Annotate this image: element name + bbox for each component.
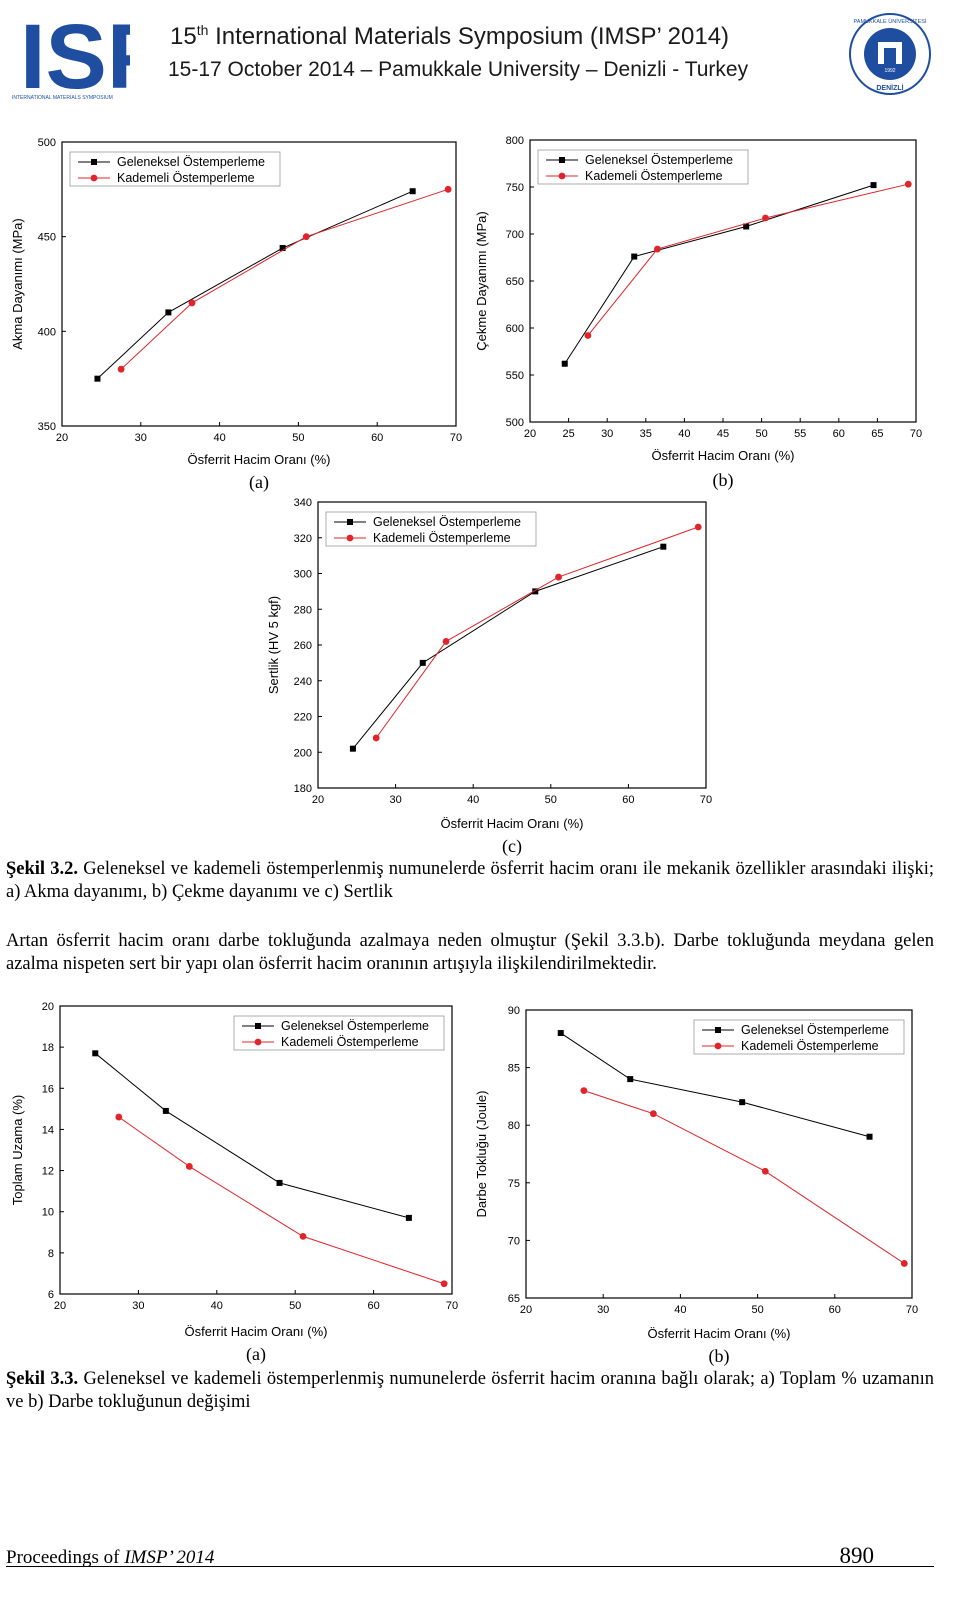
data-point-square <box>631 254 637 260</box>
legend-marker <box>559 157 565 163</box>
legend-marker <box>255 1023 261 1029</box>
y-tick-label: 600 <box>505 323 524 335</box>
logo-text: IS <box>20 6 107 100</box>
series-line-1 <box>376 527 698 738</box>
x-tick-label: 20 <box>53 1300 67 1312</box>
y-axis-label: Sertlik (HV 5 kgf) <box>266 595 281 695</box>
y-tick-label: 550 <box>505 370 524 382</box>
data-point-circle <box>441 1280 448 1287</box>
subfigure-label: (c) <box>502 836 522 856</box>
y-tick-label: 20 <box>41 1001 54 1013</box>
y-tick-label: 200 <box>293 747 312 760</box>
pau-logo-year: 1992 <box>884 68 896 74</box>
x-axis-label: Ösferrit Hacim Oranı (%) <box>647 1326 791 1341</box>
subfigure-label: (b) <box>708 1346 730 1366</box>
y-tick-label: 500 <box>505 417 524 429</box>
legend-entry: Kademeli Östemperleme <box>741 1039 879 1053</box>
legend-entry: Geleneksel Östemperleme <box>741 1023 889 1037</box>
data-point-square <box>660 544 666 550</box>
data-point-circle <box>443 638 450 645</box>
data-point-circle <box>581 1087 588 1094</box>
x-tick-label: 65 <box>871 428 884 440</box>
y-axis-label: Toplam Uzama (%) <box>10 1094 25 1206</box>
data-point-square <box>94 376 100 382</box>
chart-svg <box>466 998 926 1366</box>
series-line-0 <box>97 191 412 378</box>
data-point-square <box>627 1076 633 1082</box>
data-point-square <box>871 182 877 188</box>
y-tick-label: 18 <box>41 1042 54 1055</box>
x-axis-label: Ösferrit Hacim Oranı (%) <box>184 1324 328 1339</box>
y-tick-label: 85 <box>507 1062 520 1075</box>
y-tick-label: 6 <box>47 1289 54 1301</box>
logo-bottom-text: INTERNATIONAL MATERIALS SYMPOSIUM <box>12 95 113 100</box>
x-axis-label: Ösferrit Hacim Oranı (%) <box>187 452 331 467</box>
data-point-square <box>558 1030 564 1036</box>
data-point-square <box>350 746 356 752</box>
data-point-circle <box>585 332 592 339</box>
x-tick-label: 60 <box>828 1304 841 1316</box>
x-axis-label: Ösferrit Hacim Oranı (%) <box>651 448 795 463</box>
subfigure-label: (b) <box>712 470 734 490</box>
x-axis-label: Ösferrit Hacim Oranı (%) <box>440 816 584 831</box>
series-line-1 <box>119 1117 444 1284</box>
y-tick-label: 280 <box>293 604 312 617</box>
data-point-square <box>739 1099 745 1105</box>
x-tick-label: 50 <box>544 794 557 806</box>
legend-entry: Kademeli Östemperleme <box>281 1035 419 1049</box>
conference-title: 15th International Materials Symposium (IMSP’ 2014) <box>170 22 730 50</box>
series-line-1 <box>121 189 448 369</box>
data-point-circle <box>445 186 452 193</box>
y-tick-label: 80 <box>507 1120 520 1133</box>
x-tick-label: 25 <box>562 428 575 440</box>
y-tick-label: 350 <box>37 421 56 433</box>
data-point-circle <box>650 1110 657 1117</box>
data-point-circle <box>654 246 661 253</box>
chart-sertlik <box>260 494 720 863</box>
x-tick-label: 20 <box>523 428 537 440</box>
subfigure-label: (a) <box>246 1344 266 1364</box>
legend-marker <box>715 1043 722 1050</box>
y-tick-label: 800 <box>505 135 524 147</box>
x-tick-label: 60 <box>622 794 635 806</box>
x-tick-label: 50 <box>289 1300 302 1312</box>
x-tick-label: 55 <box>794 428 807 440</box>
y-tick-label: 400 <box>37 326 56 339</box>
x-tick-label: 20 <box>519 1304 533 1316</box>
x-tick-label: 40 <box>467 794 480 806</box>
x-tick-label: 30 <box>132 1300 145 1312</box>
x-tick-label: 70 <box>699 794 713 806</box>
chart-svg <box>470 130 930 494</box>
chart-svg <box>0 996 466 1364</box>
series-line-1 <box>584 1091 904 1264</box>
x-tick-label: 45 <box>716 428 730 440</box>
chart-svg <box>260 494 720 858</box>
pamukkale-university-logo <box>848 8 932 100</box>
data-point-square <box>406 1215 412 1221</box>
x-tick-label: 30 <box>597 1304 610 1316</box>
y-tick-label: 75 <box>507 1177 520 1190</box>
legend-entry: Geleneksel Östemperleme <box>281 1019 429 1033</box>
x-tick-label: 50 <box>292 432 305 444</box>
data-point-circle <box>118 366 125 373</box>
x-tick-label: 40 <box>213 432 226 444</box>
y-tick-label: 65 <box>507 1293 520 1305</box>
x-tick-label: 60 <box>832 428 845 440</box>
imsp-logo <box>6 4 130 100</box>
x-tick-label: 40 <box>210 1300 223 1312</box>
series-line-1 <box>588 184 908 335</box>
y-tick-label: 14 <box>41 1124 54 1137</box>
x-tick-label: 40 <box>678 428 691 440</box>
legend-marker <box>715 1027 721 1033</box>
figure-caption-3-3: Şekil 3.3. Geleneksel ve kademeli östemperlenmiş numunelerde ösferrit hacim oranına bağlı olarak; a) Toplam % uzamanın ve b) Darbe tokluğunun değişimi <box>6 1369 934 1412</box>
y-tick-label: 700 <box>505 229 524 241</box>
y-tick-label: 220 <box>293 711 312 724</box>
x-tick-label: 20 <box>311 794 325 806</box>
y-tick-label: 650 <box>505 276 524 288</box>
x-tick-label: 70 <box>909 428 923 440</box>
x-tick-label: 50 <box>755 428 768 440</box>
legend-entry: Kademeli Östemperleme <box>585 169 723 183</box>
data-point-square <box>92 1050 98 1056</box>
legend-marker <box>559 173 566 180</box>
data-point-circle <box>762 1168 769 1175</box>
y-tick-label: 16 <box>41 1083 54 1096</box>
data-point-circle <box>186 1163 193 1170</box>
y-tick-label: 90 <box>507 1005 520 1017</box>
data-point-square <box>410 188 416 194</box>
legend-entry: Geleneksel Östemperleme <box>117 155 265 169</box>
y-axis-label: Akma Dayanımı (MPa) <box>10 218 25 350</box>
legend-entry: Geleneksel Östemperleme <box>373 515 521 529</box>
y-tick-label: 260 <box>293 640 312 652</box>
series-line-0 <box>565 185 874 364</box>
x-tick-label: 30 <box>601 428 614 440</box>
x-tick-label: 35 <box>639 428 652 440</box>
data-point-square <box>277 1180 283 1186</box>
data-point-circle <box>189 300 196 307</box>
data-point-square <box>165 309 171 315</box>
legend-marker <box>255 1039 262 1046</box>
data-point-square <box>420 660 426 666</box>
page-number: 890 <box>839 1543 874 1568</box>
y-tick-label: 240 <box>293 675 312 688</box>
x-tick-label: 70 <box>905 1304 919 1316</box>
legend-marker <box>347 535 354 542</box>
y-axis-label: Çekme Dayanımı (MPa) <box>474 211 489 351</box>
y-tick-label: 300 <box>293 568 312 581</box>
figure-caption-3-2: Şekil 3.2. Geleneksel ve kademeli östemperlenmiş numunelerde ösferrit hacim oranı ile mekanik özellikler arasındaki ilişki; a) Akma dayanımı, b) Çekme dayanımı ve c) Sertlik <box>6 859 934 902</box>
y-axis-label: Darbe Tokluğu (Joule) <box>474 1090 489 1218</box>
x-tick-label: 20 <box>55 432 69 444</box>
data-point-circle <box>115 1114 122 1121</box>
pau-logo-text: PAMUKKALE ÜNİVERSİTESİ <box>853 19 927 25</box>
data-point-circle <box>695 524 702 531</box>
subfigure-label: (a) <box>249 472 269 492</box>
data-point-circle <box>300 1233 307 1240</box>
legend-marker <box>91 175 98 182</box>
chart-darbe-toklugu <box>466 998 926 1367</box>
logo-side-text: PAMUKKALE UNIVERSITY <box>12 30 18 92</box>
data-point-circle <box>905 181 912 188</box>
legend-entry: Kademeli Östemperleme <box>117 171 255 185</box>
proceedings-label: Proceedings of IMSP’ 2014 <box>6 1547 215 1568</box>
y-tick-label: 340 <box>293 497 312 509</box>
chart-akma-dayanimi <box>0 130 470 499</box>
y-tick-label: 10 <box>41 1206 54 1219</box>
y-tick-label: 320 <box>293 532 312 545</box>
chart-toplam-uzama <box>0 996 466 1365</box>
x-tick-label: 50 <box>751 1304 764 1316</box>
legend-entry: Kademeli Östemperleme <box>373 531 511 545</box>
legend-marker <box>91 159 97 165</box>
page-footer <box>6 1538 934 1567</box>
x-tick-label: 30 <box>389 794 402 806</box>
y-tick-label: 180 <box>293 783 312 795</box>
y-tick-label: 70 <box>507 1235 520 1248</box>
x-tick-label: 70 <box>449 432 463 444</box>
y-tick-label: 450 <box>37 231 56 244</box>
legend-marker <box>347 519 353 525</box>
x-tick-label: 60 <box>371 432 384 444</box>
series-line-0 <box>353 547 663 749</box>
x-tick-label: 40 <box>674 1304 687 1316</box>
data-point-square <box>163 1108 169 1114</box>
y-tick-label: 12 <box>41 1165 54 1178</box>
data-point-square <box>562 361 568 367</box>
data-point-circle <box>901 1260 908 1267</box>
data-point-circle <box>373 735 380 742</box>
y-tick-label: 8 <box>47 1247 54 1260</box>
y-tick-label: 750 <box>505 182 524 194</box>
x-tick-label: 60 <box>367 1300 380 1312</box>
pau-logo-bottom: DENİZLİ <box>876 85 904 92</box>
data-point-circle <box>555 574 562 581</box>
chart-cekme-dayanimi <box>470 130 930 499</box>
y-tick-label: 500 <box>37 137 56 149</box>
x-tick-label: 30 <box>134 432 147 444</box>
chart-svg <box>0 130 470 494</box>
conference-subtitle: 15-17 October 2014 – Pamukkale University – Denizli - Turkey <box>168 58 749 81</box>
data-point-square <box>867 1134 873 1140</box>
body-paragraph: Artan ösferrit hacim oranı darbe tokluğunda azalmaya neden olmuştur (Şekil 3.3.b). Darbe tokluğunda meydana gelen azalma nispeten sert bir yapı olan ösferrit hacim oranının artışıyla ilişkilendirilmektedir. <box>6 931 934 974</box>
series-line-0 <box>95 1053 409 1218</box>
legend-entry: Geleneksel Östemperleme <box>585 153 733 167</box>
x-tick-label: 70 <box>445 1300 459 1312</box>
data-point-circle <box>303 233 310 240</box>
data-point-circle <box>762 215 769 222</box>
